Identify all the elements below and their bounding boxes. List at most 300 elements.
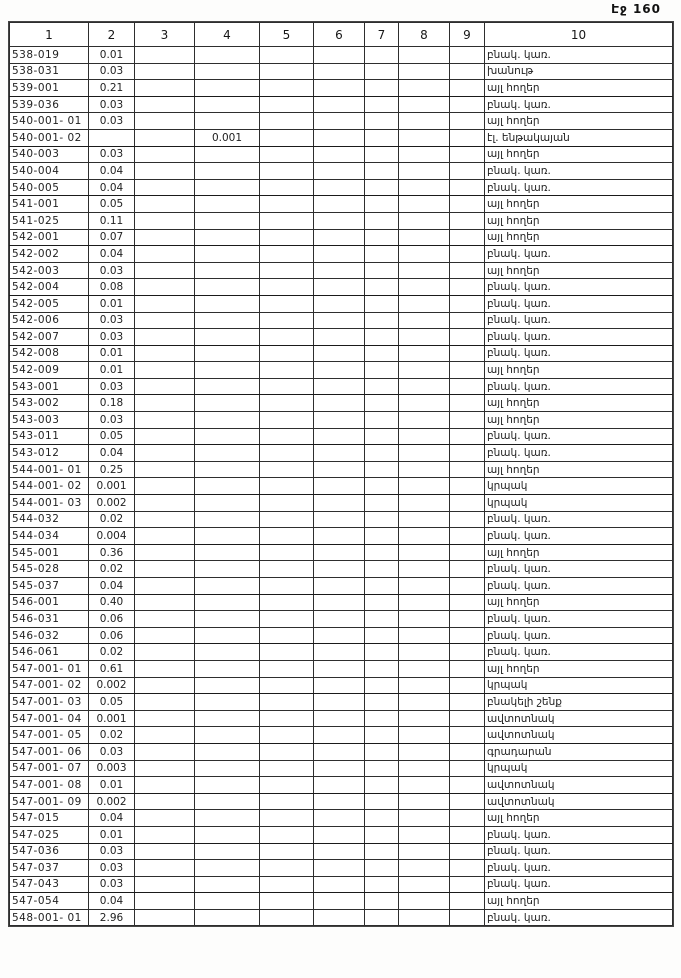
area-value: 0.01 <box>89 345 135 362</box>
empty-cell <box>314 710 365 727</box>
empty-cell <box>314 461 365 478</box>
table-row <box>10 96 673 113</box>
empty-cell <box>314 727 365 744</box>
table-row <box>10 777 673 794</box>
column-header-7: 7 <box>365 23 399 47</box>
empty-cell <box>399 329 450 346</box>
empty-cell <box>365 428 399 445</box>
empty-cell <box>399 312 450 329</box>
land-registry-table <box>9 22 673 926</box>
empty-cell <box>314 876 365 893</box>
landuse-note: բնակ. կառ. <box>485 860 673 877</box>
table-row <box>10 511 673 528</box>
empty-cell <box>314 179 365 196</box>
empty-cell <box>450 594 485 611</box>
parcel-code: 541-001 <box>10 196 89 213</box>
empty-cell <box>260 528 314 545</box>
empty-cell <box>135 860 195 877</box>
empty-cell <box>314 478 365 495</box>
empty-cell <box>365 860 399 877</box>
table-row <box>10 229 673 246</box>
empty-cell <box>135 246 195 263</box>
empty-cell <box>450 727 485 744</box>
empty-cell <box>260 826 314 843</box>
empty-cell <box>450 229 485 246</box>
empty-cell <box>450 146 485 163</box>
table-row <box>10 113 673 130</box>
area-value: 0.03 <box>89 262 135 279</box>
empty-cell <box>365 345 399 362</box>
empty-cell <box>314 544 365 561</box>
parcel-code: 547-043 <box>10 876 89 893</box>
empty-cell <box>314 578 365 595</box>
col4-value <box>195 644 260 661</box>
empty-cell <box>450 395 485 412</box>
parcel-code: 542-007 <box>10 329 89 346</box>
empty-cell <box>399 63 450 80</box>
parcel-code: 546-061 <box>10 644 89 661</box>
empty-cell <box>450 511 485 528</box>
parcel-code: 543-002 <box>10 395 89 412</box>
empty-cell <box>260 893 314 910</box>
col4-value <box>195 412 260 429</box>
parcel-code: 545-037 <box>10 578 89 595</box>
empty-cell <box>399 561 450 578</box>
landuse-note: բնակ. կառ. <box>485 528 673 545</box>
area-value: 0.04 <box>89 179 135 196</box>
empty-cell <box>399 793 450 810</box>
empty-cell <box>135 428 195 445</box>
column-header-9: 9 <box>450 23 485 47</box>
area-value: 0.01 <box>89 826 135 843</box>
landuse-note: բնակ. կառ. <box>485 428 673 445</box>
area-value: 0.04 <box>89 893 135 910</box>
area-value: 0.21 <box>89 80 135 97</box>
col4-value <box>195 362 260 379</box>
empty-cell <box>399 345 450 362</box>
empty-cell <box>260 694 314 711</box>
empty-cell <box>314 378 365 395</box>
empty-cell <box>365 262 399 279</box>
area-value: 0.03 <box>89 113 135 130</box>
landuse-note: բնակ. կառ. <box>485 47 673 64</box>
area-value: 0.36 <box>89 544 135 561</box>
area-value: 0.02 <box>89 727 135 744</box>
landuse-note: բնակ. կառ. <box>485 96 673 113</box>
landuse-note: այլ հողեր <box>485 113 673 130</box>
empty-cell <box>135 63 195 80</box>
col4-value <box>195 710 260 727</box>
empty-cell <box>135 80 195 97</box>
empty-cell <box>314 860 365 877</box>
empty-cell <box>135 295 195 312</box>
empty-cell <box>365 677 399 694</box>
table-row <box>10 80 673 97</box>
parcel-code: 538-019 <box>10 47 89 64</box>
landuse-note: բնակ. կառ. <box>485 909 673 926</box>
empty-cell <box>450 495 485 512</box>
empty-cell <box>314 113 365 130</box>
col4-value <box>195 196 260 213</box>
table-row <box>10 694 673 711</box>
empty-cell <box>450 893 485 910</box>
empty-cell <box>450 660 485 677</box>
empty-cell <box>135 96 195 113</box>
empty-cell <box>365 743 399 760</box>
empty-cell <box>450 544 485 561</box>
empty-cell <box>314 760 365 777</box>
empty-cell <box>135 163 195 180</box>
table-row <box>10 528 673 545</box>
parcel-code: 542-001 <box>10 229 89 246</box>
area-value: 0.01 <box>89 777 135 794</box>
empty-cell <box>365 627 399 644</box>
empty-cell <box>450 860 485 877</box>
parcel-code: 540-005 <box>10 179 89 196</box>
col4-value <box>195 163 260 180</box>
empty-cell <box>260 627 314 644</box>
empty-cell <box>365 378 399 395</box>
empty-cell <box>450 644 485 661</box>
empty-cell <box>260 644 314 661</box>
empty-cell <box>450 810 485 827</box>
parcel-code: 547-036 <box>10 843 89 860</box>
empty-cell <box>365 279 399 296</box>
parcel-code: 547-001- 09 <box>10 793 89 810</box>
parcel-code: 546-001 <box>10 594 89 611</box>
empty-cell <box>365 312 399 329</box>
empty-cell <box>260 395 314 412</box>
empty-cell <box>314 362 365 379</box>
empty-cell <box>365 660 399 677</box>
empty-cell <box>260 511 314 528</box>
empty-cell <box>135 793 195 810</box>
table-row <box>10 362 673 379</box>
table-row <box>10 710 673 727</box>
table-row <box>10 578 673 595</box>
empty-cell <box>135 179 195 196</box>
col4-value <box>195 96 260 113</box>
empty-cell <box>399 627 450 644</box>
parcel-code: 547-001- 06 <box>10 743 89 760</box>
empty-cell <box>314 893 365 910</box>
parcel-code: 541-025 <box>10 212 89 229</box>
empty-cell <box>314 63 365 80</box>
area-value: 0.03 <box>89 378 135 395</box>
col4-value <box>195 677 260 694</box>
empty-cell <box>135 694 195 711</box>
landuse-note: այլ հողեր <box>485 362 673 379</box>
landuse-note: բնակ. կառ. <box>485 445 673 462</box>
table-row <box>10 478 673 495</box>
table-row <box>10 378 673 395</box>
empty-cell <box>260 677 314 694</box>
empty-cell <box>260 727 314 744</box>
empty-cell <box>135 760 195 777</box>
empty-cell <box>399 528 450 545</box>
col4-value <box>195 909 260 926</box>
landuse-note: այլ հողեր <box>485 412 673 429</box>
landuse-note: այլ հողեր <box>485 594 673 611</box>
parcel-code: 547-001- 02 <box>10 677 89 694</box>
area-value: 0.04 <box>89 578 135 595</box>
table-row <box>10 860 673 877</box>
empty-cell <box>450 378 485 395</box>
empty-cell <box>135 909 195 926</box>
empty-cell <box>260 362 314 379</box>
empty-cell <box>450 694 485 711</box>
parcel-code: 546-031 <box>10 611 89 628</box>
table-row <box>10 146 673 163</box>
parcel-code: 543-001 <box>10 378 89 395</box>
empty-cell <box>260 229 314 246</box>
parcel-code: 542-009 <box>10 362 89 379</box>
col4-value <box>195 179 260 196</box>
empty-cell <box>450 793 485 810</box>
column-header-3: 3 <box>135 23 195 47</box>
empty-cell <box>365 544 399 561</box>
empty-cell <box>314 777 365 794</box>
landuse-note: ավտոտնակ <box>485 710 673 727</box>
landuse-note: բնակ. կառ. <box>485 312 673 329</box>
empty-cell <box>365 578 399 595</box>
parcel-code: 540-003 <box>10 146 89 163</box>
table-row <box>10 179 673 196</box>
empty-cell <box>314 743 365 760</box>
empty-cell <box>365 212 399 229</box>
empty-cell <box>135 810 195 827</box>
table-row <box>10 163 673 180</box>
landuse-note: բնակ. կառ. <box>485 163 673 180</box>
empty-cell <box>399 826 450 843</box>
empty-cell <box>399 727 450 744</box>
column-header-10: 10 <box>485 23 673 47</box>
empty-cell <box>365 843 399 860</box>
landuse-note: այլ հողեր <box>485 229 673 246</box>
empty-cell <box>135 876 195 893</box>
col4-value <box>195 511 260 528</box>
empty-cell <box>399 412 450 429</box>
empty-cell <box>260 461 314 478</box>
parcel-code: 540-004 <box>10 163 89 180</box>
empty-cell <box>399 445 450 462</box>
parcel-code: 542-008 <box>10 345 89 362</box>
empty-cell <box>135 212 195 229</box>
parcel-code: 547-001- 08 <box>10 777 89 794</box>
parcel-code: 540-001- 02 <box>10 129 89 146</box>
empty-cell <box>135 843 195 860</box>
empty-cell <box>399 229 450 246</box>
col4-value <box>195 262 260 279</box>
empty-cell <box>135 412 195 429</box>
landuse-note: կրպակ <box>485 677 673 694</box>
table-row <box>10 63 673 80</box>
parcel-code: 542-002 <box>10 246 89 263</box>
landuse-note: բնակ. կառ. <box>485 611 673 628</box>
empty-cell <box>450 329 485 346</box>
empty-cell <box>450 212 485 229</box>
col4-value <box>195 312 260 329</box>
empty-cell <box>314 196 365 213</box>
empty-cell <box>365 246 399 263</box>
landuse-note: բնակ. կառ. <box>485 295 673 312</box>
parcel-code: 542-004 <box>10 279 89 296</box>
empty-cell <box>135 710 195 727</box>
table-row <box>10 876 673 893</box>
area-value: 0.11 <box>89 212 135 229</box>
empty-cell <box>399 544 450 561</box>
empty-cell <box>314 528 365 545</box>
col4-value <box>195 461 260 478</box>
empty-cell <box>450 760 485 777</box>
empty-cell <box>135 47 195 64</box>
empty-cell <box>260 594 314 611</box>
empty-cell <box>365 826 399 843</box>
empty-cell <box>450 163 485 180</box>
empty-cell <box>365 129 399 146</box>
empty-cell <box>365 793 399 810</box>
empty-cell <box>450 179 485 196</box>
col4-value <box>195 660 260 677</box>
parcel-code: 539-001 <box>10 80 89 97</box>
empty-cell <box>365 461 399 478</box>
area-value: 0.01 <box>89 295 135 312</box>
area-value: 0.03 <box>89 843 135 860</box>
table-row <box>10 329 673 346</box>
area-value <box>89 129 135 146</box>
area-value: 0.03 <box>89 329 135 346</box>
column-header-6: 6 <box>314 23 365 47</box>
empty-cell <box>399 594 450 611</box>
table-row <box>10 461 673 478</box>
empty-cell <box>365 528 399 545</box>
empty-cell <box>314 80 365 97</box>
parcel-code: 544-001- 02 <box>10 478 89 495</box>
table-header-row <box>10 23 673 47</box>
area-value: 0.02 <box>89 561 135 578</box>
empty-cell <box>450 777 485 794</box>
landuse-note: այլ հողեր <box>485 893 673 910</box>
landuse-note: բնակ. կառ. <box>485 329 673 346</box>
empty-cell <box>260 445 314 462</box>
empty-cell <box>450 743 485 760</box>
empty-cell <box>260 478 314 495</box>
parcel-code: 543-012 <box>10 445 89 462</box>
empty-cell <box>399 395 450 412</box>
landuse-note: բնակ. կառ. <box>485 279 673 296</box>
empty-cell <box>450 710 485 727</box>
empty-cell <box>135 345 195 362</box>
empty-cell <box>450 876 485 893</box>
empty-cell <box>399 644 450 661</box>
col4-value <box>195 428 260 445</box>
landuse-note: բնակ. կառ. <box>485 345 673 362</box>
empty-cell <box>260 660 314 677</box>
empty-cell <box>365 876 399 893</box>
col4-value <box>195 893 260 910</box>
area-value: 0.03 <box>89 96 135 113</box>
area-value: 0.05 <box>89 694 135 711</box>
empty-cell <box>399 362 450 379</box>
empty-cell <box>399 743 450 760</box>
table-row <box>10 660 673 677</box>
empty-cell <box>365 146 399 163</box>
empty-cell <box>135 528 195 545</box>
col4-value <box>195 843 260 860</box>
empty-cell <box>260 561 314 578</box>
col4-value <box>195 611 260 628</box>
empty-cell <box>314 246 365 263</box>
empty-cell <box>135 544 195 561</box>
area-value: 0.04 <box>89 810 135 827</box>
landuse-note: բնակ. կառ. <box>485 876 673 893</box>
parcel-code: 543-011 <box>10 428 89 445</box>
landuse-note: բնակ. կառ. <box>485 627 673 644</box>
empty-cell <box>135 627 195 644</box>
empty-cell <box>399 378 450 395</box>
empty-cell <box>314 660 365 677</box>
col4-value <box>195 445 260 462</box>
empty-cell <box>260 246 314 263</box>
empty-cell <box>399 511 450 528</box>
col4-value <box>195 63 260 80</box>
landuse-note: բնակ. կառ. <box>485 378 673 395</box>
table-row <box>10 212 673 229</box>
empty-cell <box>260 262 314 279</box>
empty-cell <box>314 395 365 412</box>
table-row <box>10 412 673 429</box>
parcel-code: 544-001- 01 <box>10 461 89 478</box>
area-value: 0.003 <box>89 760 135 777</box>
empty-cell <box>135 660 195 677</box>
empty-cell <box>260 63 314 80</box>
empty-cell <box>450 445 485 462</box>
landuse-note: ավտոտնակ <box>485 777 673 794</box>
parcel-code: 538-031 <box>10 63 89 80</box>
empty-cell <box>135 644 195 661</box>
landuse-note: այլ հողեր <box>485 395 673 412</box>
empty-cell <box>260 495 314 512</box>
empty-cell <box>314 511 365 528</box>
area-value: 0.05 <box>89 428 135 445</box>
empty-cell <box>365 329 399 346</box>
empty-cell <box>399 461 450 478</box>
landuse-note: բնակ. կառ. <box>485 561 673 578</box>
table-row <box>10 129 673 146</box>
parcel-code: 547-001- 03 <box>10 694 89 711</box>
table-row <box>10 727 673 744</box>
empty-cell <box>450 96 485 113</box>
empty-cell <box>365 478 399 495</box>
empty-cell <box>260 760 314 777</box>
col4-value <box>195 495 260 512</box>
empty-cell <box>399 478 450 495</box>
col4-value: 0.001 <box>195 129 260 146</box>
parcel-code: 547-001- 05 <box>10 727 89 744</box>
landuse-note: բնակ. կառ. <box>485 843 673 860</box>
col4-value <box>195 378 260 395</box>
landuse-note: այլ հողեր <box>485 660 673 677</box>
empty-cell <box>135 362 195 379</box>
empty-cell <box>450 677 485 694</box>
area-value: 0.002 <box>89 793 135 810</box>
area-value: 0.03 <box>89 860 135 877</box>
parcel-code: 547-001- 01 <box>10 660 89 677</box>
empty-cell <box>399 710 450 727</box>
column-header-4: 4 <box>195 23 260 47</box>
empty-cell <box>365 96 399 113</box>
empty-cell <box>314 345 365 362</box>
